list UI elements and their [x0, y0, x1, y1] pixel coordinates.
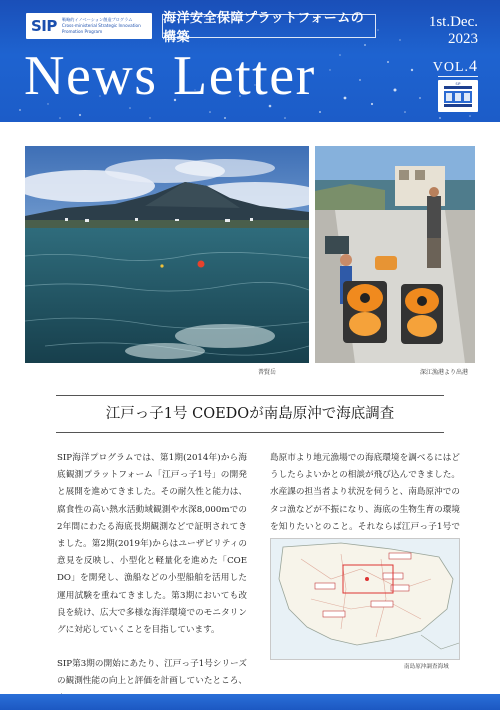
svg-text:SIP: SIP: [455, 82, 461, 86]
photo-caption-right: 深江漁港より出港: [420, 369, 469, 376]
article-column-left: [57, 450, 247, 708]
article-paragraph-1: SIP海洋プログラムでは、第1期(2014年)から海底観測プラットフォーム「江戸っ子1号」の開発と展開を進めてきました。その耐久性と能力は、腐食性の高い熱水活動域観測や水深8,000mでの2年間にわたる海底長期観測などで証明されてきました。第2期(2019年)からはユーザビリティの意見を反映し、小型化と軽量化を進めた「COEDO」を開発し、漁船などの小型船舶を活用した運用試験を重ねてきました。第3期においても改良を続け、広大で多様な海洋環境でのモニタリングに対応していくことを目指しています。: [57, 453, 247, 636]
sip-logo-mark: SIP: [31, 17, 57, 35]
buoy-icon: [198, 261, 205, 268]
sip-logo: [26, 13, 152, 39]
coedo-on-deck-image: [315, 146, 475, 363]
volume-value: 4: [469, 58, 478, 75]
photo-caption-left: 普賢岳: [258, 369, 277, 376]
program-subtitle: 海洋安全保障プラットフォームの構築: [162, 14, 376, 38]
sip-subtext-en: Cross-ministerial Strategic Innovation Promotion Program: [61, 23, 141, 34]
sip-subtext-jp: 戦略的イノベーション創造プログラム: [61, 17, 133, 22]
issue-date-day: 1st.Dec.: [428, 14, 478, 30]
map-caption: 南島原沖調査海域: [404, 664, 449, 670]
footer-bar: [0, 694, 500, 710]
volume-number: [433, 58, 478, 76]
newsletter-title: News Letter: [24, 45, 316, 107]
survey-area-map: [270, 538, 460, 660]
coedo-unit-left: [343, 281, 387, 343]
platform-logo: [438, 80, 478, 112]
issue-date-year: 2023: [448, 31, 478, 47]
volume-label: VOL.: [432, 60, 469, 75]
photo-unzen-mountain: [25, 146, 309, 363]
masthead: [0, 0, 500, 122]
map-image: [271, 539, 460, 660]
headline-rule-top: [56, 395, 444, 396]
photo-fishing-port: [315, 146, 475, 363]
article-paragraph-3: 島原市より地元漁場での海底環境を調べるにはどうしたらよいかとの相談が飛び込んできました。水産課の担当者より状況を伺うと、南島原沖でのタコ漁などが不振になり、海底の生物生育の環境を知りたいとのこと。それならば江戸っ子1号で: [270, 453, 460, 532]
sip-logo-subtext: [62, 17, 152, 35]
headline-rule-bottom: [56, 432, 444, 433]
article-paragraph-2: SIP第3期の開始にあたり、江戸っ子1号シリーズの観測性能の向上と評価を計画していたところ、: [57, 659, 247, 687]
coedo-unit-right: [401, 284, 443, 344]
mountain-sea-image: [25, 146, 309, 363]
volume-divider: [438, 76, 478, 77]
article-headline: 江戸っ子1号 COEDOが南島原沖で海底調査: [105, 406, 395, 422]
platform-logo-icon: [438, 80, 478, 112]
